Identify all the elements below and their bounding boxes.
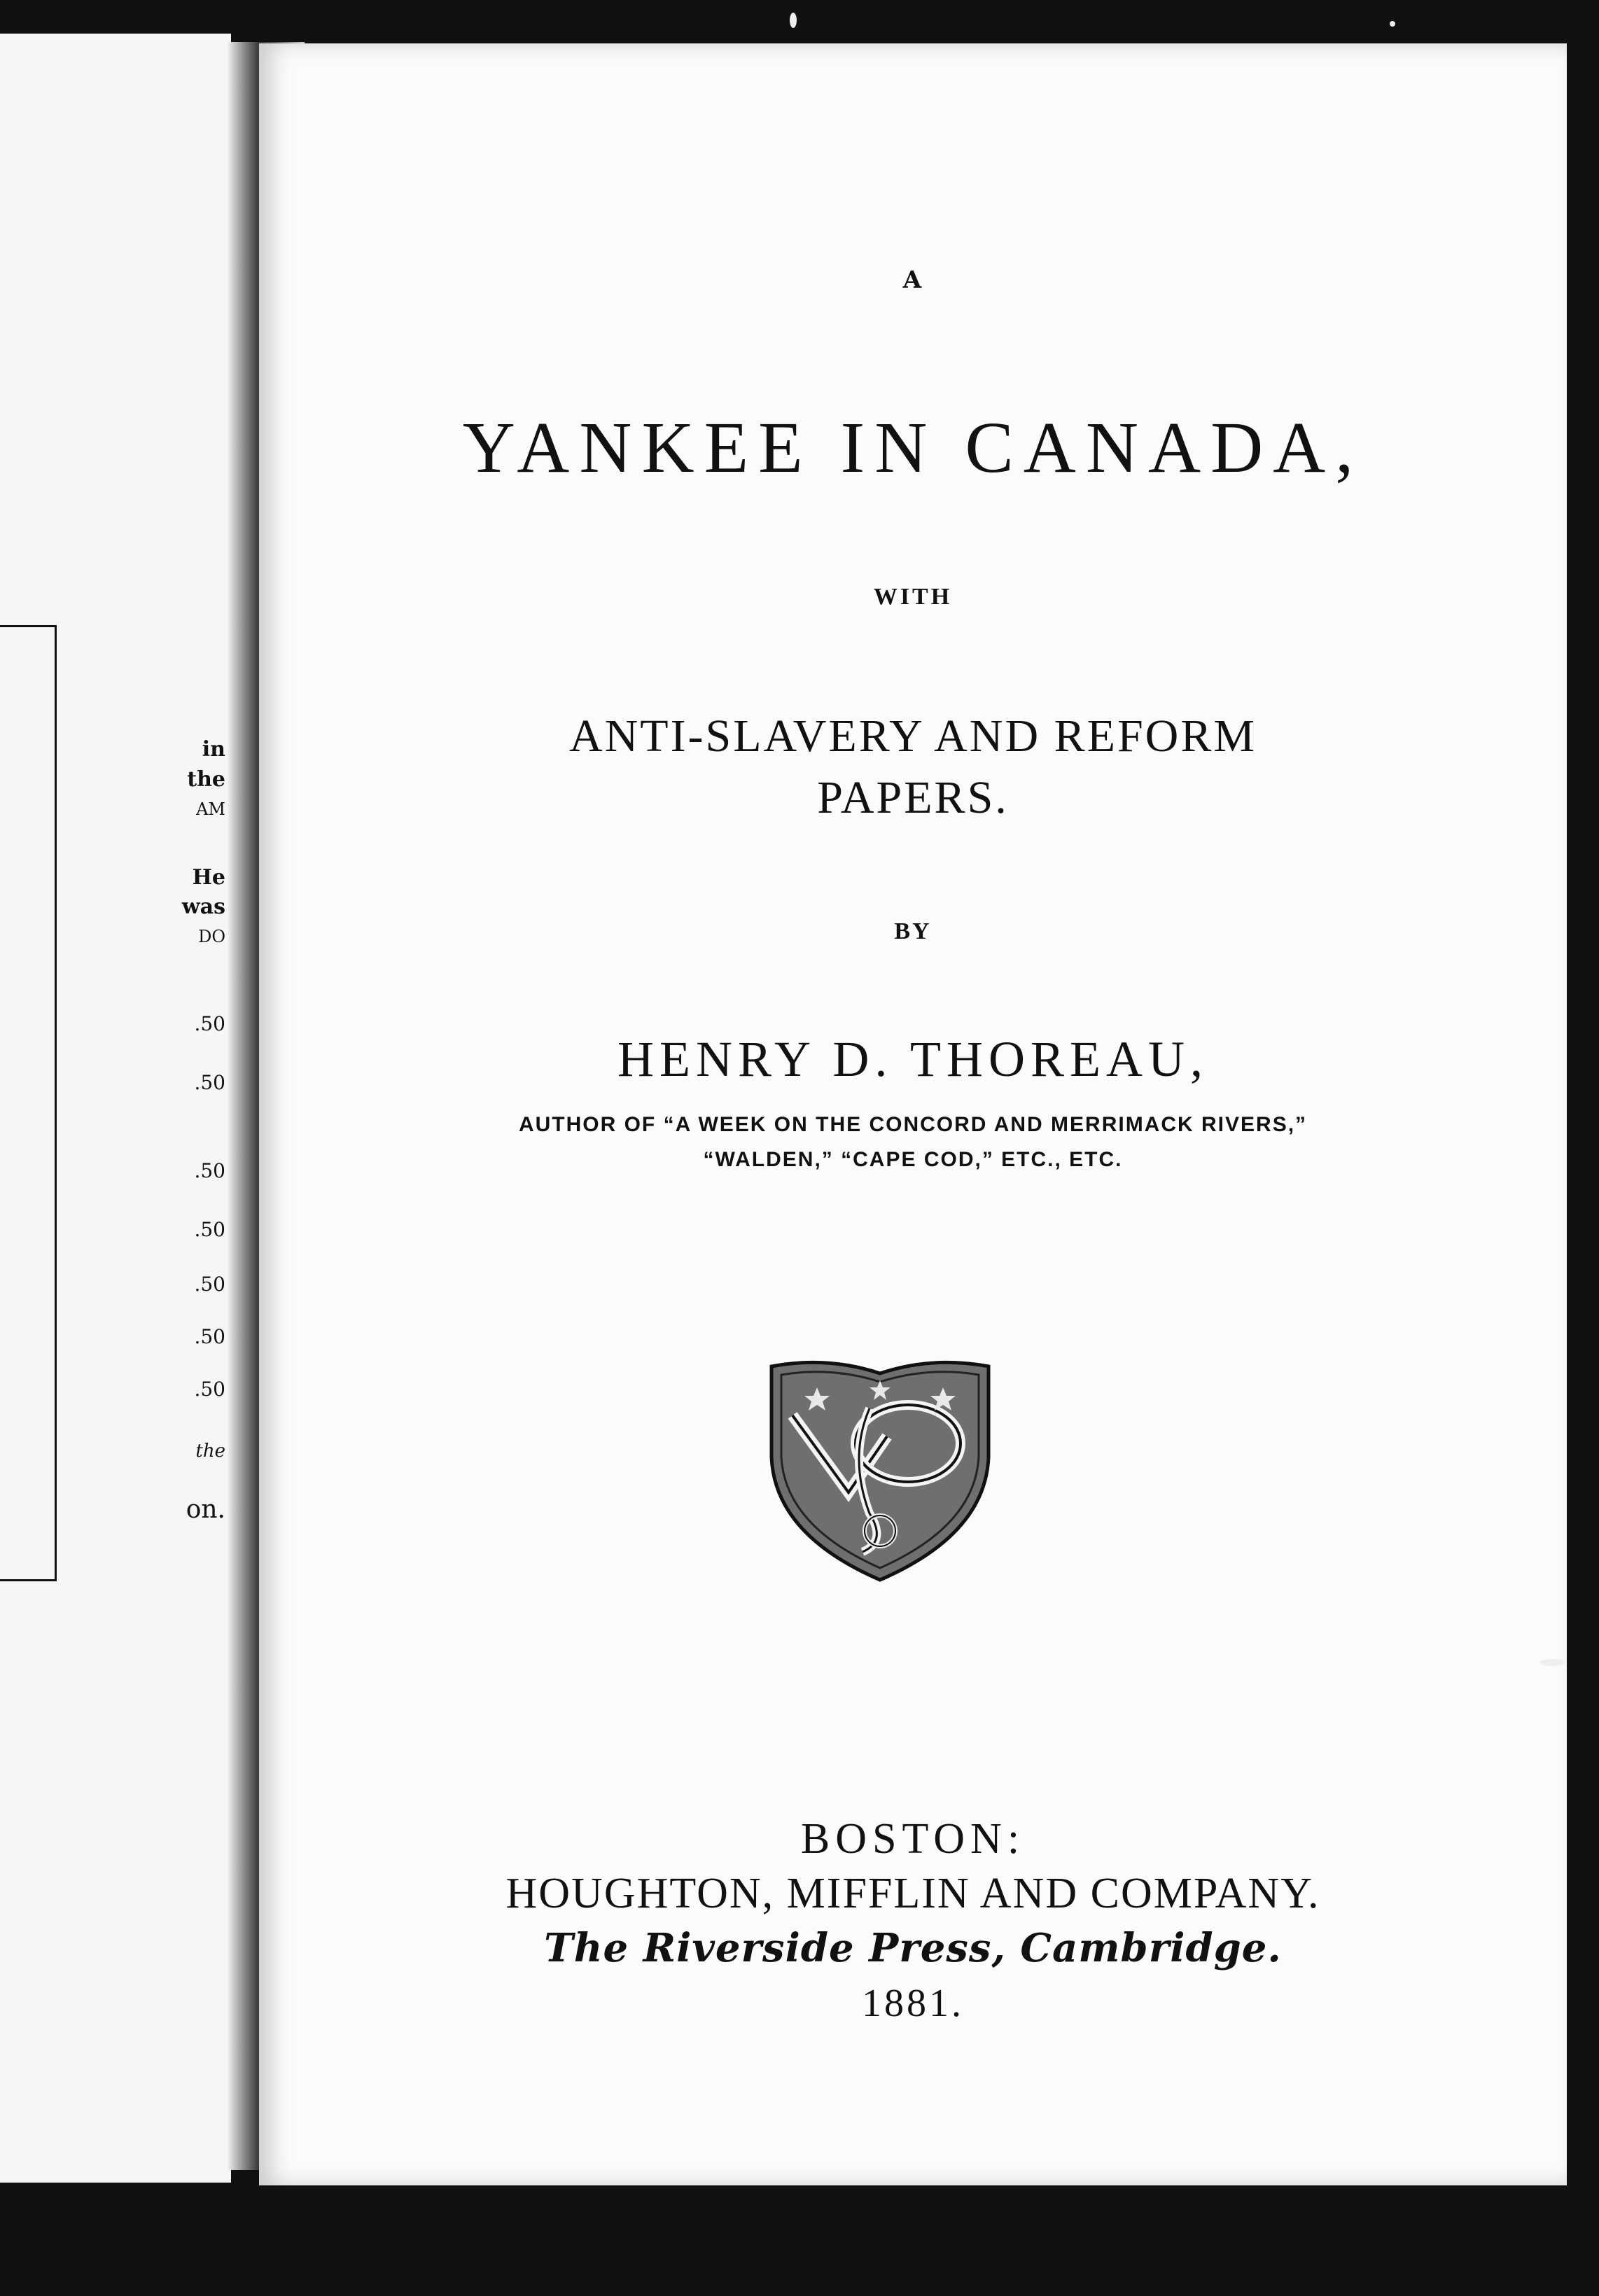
scan-speck	[1540, 1659, 1565, 1666]
left-fragment-text: .50	[194, 1378, 225, 1401]
publisher-city: BOSTON:	[800, 1815, 1026, 1863]
left-fragment-text: .50	[194, 1159, 225, 1182]
left-fragment-text: .50	[194, 1218, 225, 1241]
book-title: YANKEE IN CANADA,	[462, 407, 1364, 488]
publication-year: 1881.	[862, 1982, 964, 2025]
left-fragment-text: .50	[194, 1325, 225, 1348]
left-fragment-text: .50	[194, 1012, 225, 1035]
title-page	[259, 43, 1567, 2185]
left-fragment-text: in	[202, 737, 225, 762]
left-fragment-text: DO	[198, 927, 225, 946]
with-connector: WITH	[873, 584, 953, 610]
scan-speck	[790, 13, 797, 28]
left-fragment-text: was	[181, 895, 225, 919]
subtitle-line-2: PAPERS.	[817, 772, 1009, 823]
author-credits-line-1: AUTHOR OF “A WEEK ON THE CONCORD AND MERRIMACK RIVERS,”	[518, 1113, 1308, 1136]
left-fragment-text: on.	[186, 1495, 225, 1524]
title-article: A	[902, 266, 923, 294]
left-fragment-text: AM	[196, 799, 225, 819]
left-fragment-text: .50	[194, 1273, 225, 1296]
press-imprint: The Riverside Press, Cambridge.	[544, 1925, 1282, 1971]
left-fragment-text: the	[195, 1441, 225, 1462]
author-name: HENRY D. THOREAU,	[617, 1031, 1208, 1087]
left-fragment-text: the	[187, 767, 225, 792]
publisher-shield-monogram-icon	[764, 1352, 996, 1583]
subtitle-line-1: ANTI-SLAVERY AND REFORM	[568, 710, 1257, 762]
left-fragment-text: .50	[194, 1071, 225, 1094]
by-connector: BY	[894, 918, 932, 944]
left-page-advert-box	[0, 625, 57, 1581]
publisher-name: HOUGHTON, MIFFLIN AND COMPANY.	[505, 1870, 1320, 1917]
author-credits-line-2: “WALDEN,” “CAPE COD,” ETC., ETC.	[703, 1148, 1123, 1171]
left-fragment-text: He	[192, 865, 225, 890]
left-facing-page	[0, 34, 231, 2183]
scan-speck	[1390, 21, 1395, 27]
